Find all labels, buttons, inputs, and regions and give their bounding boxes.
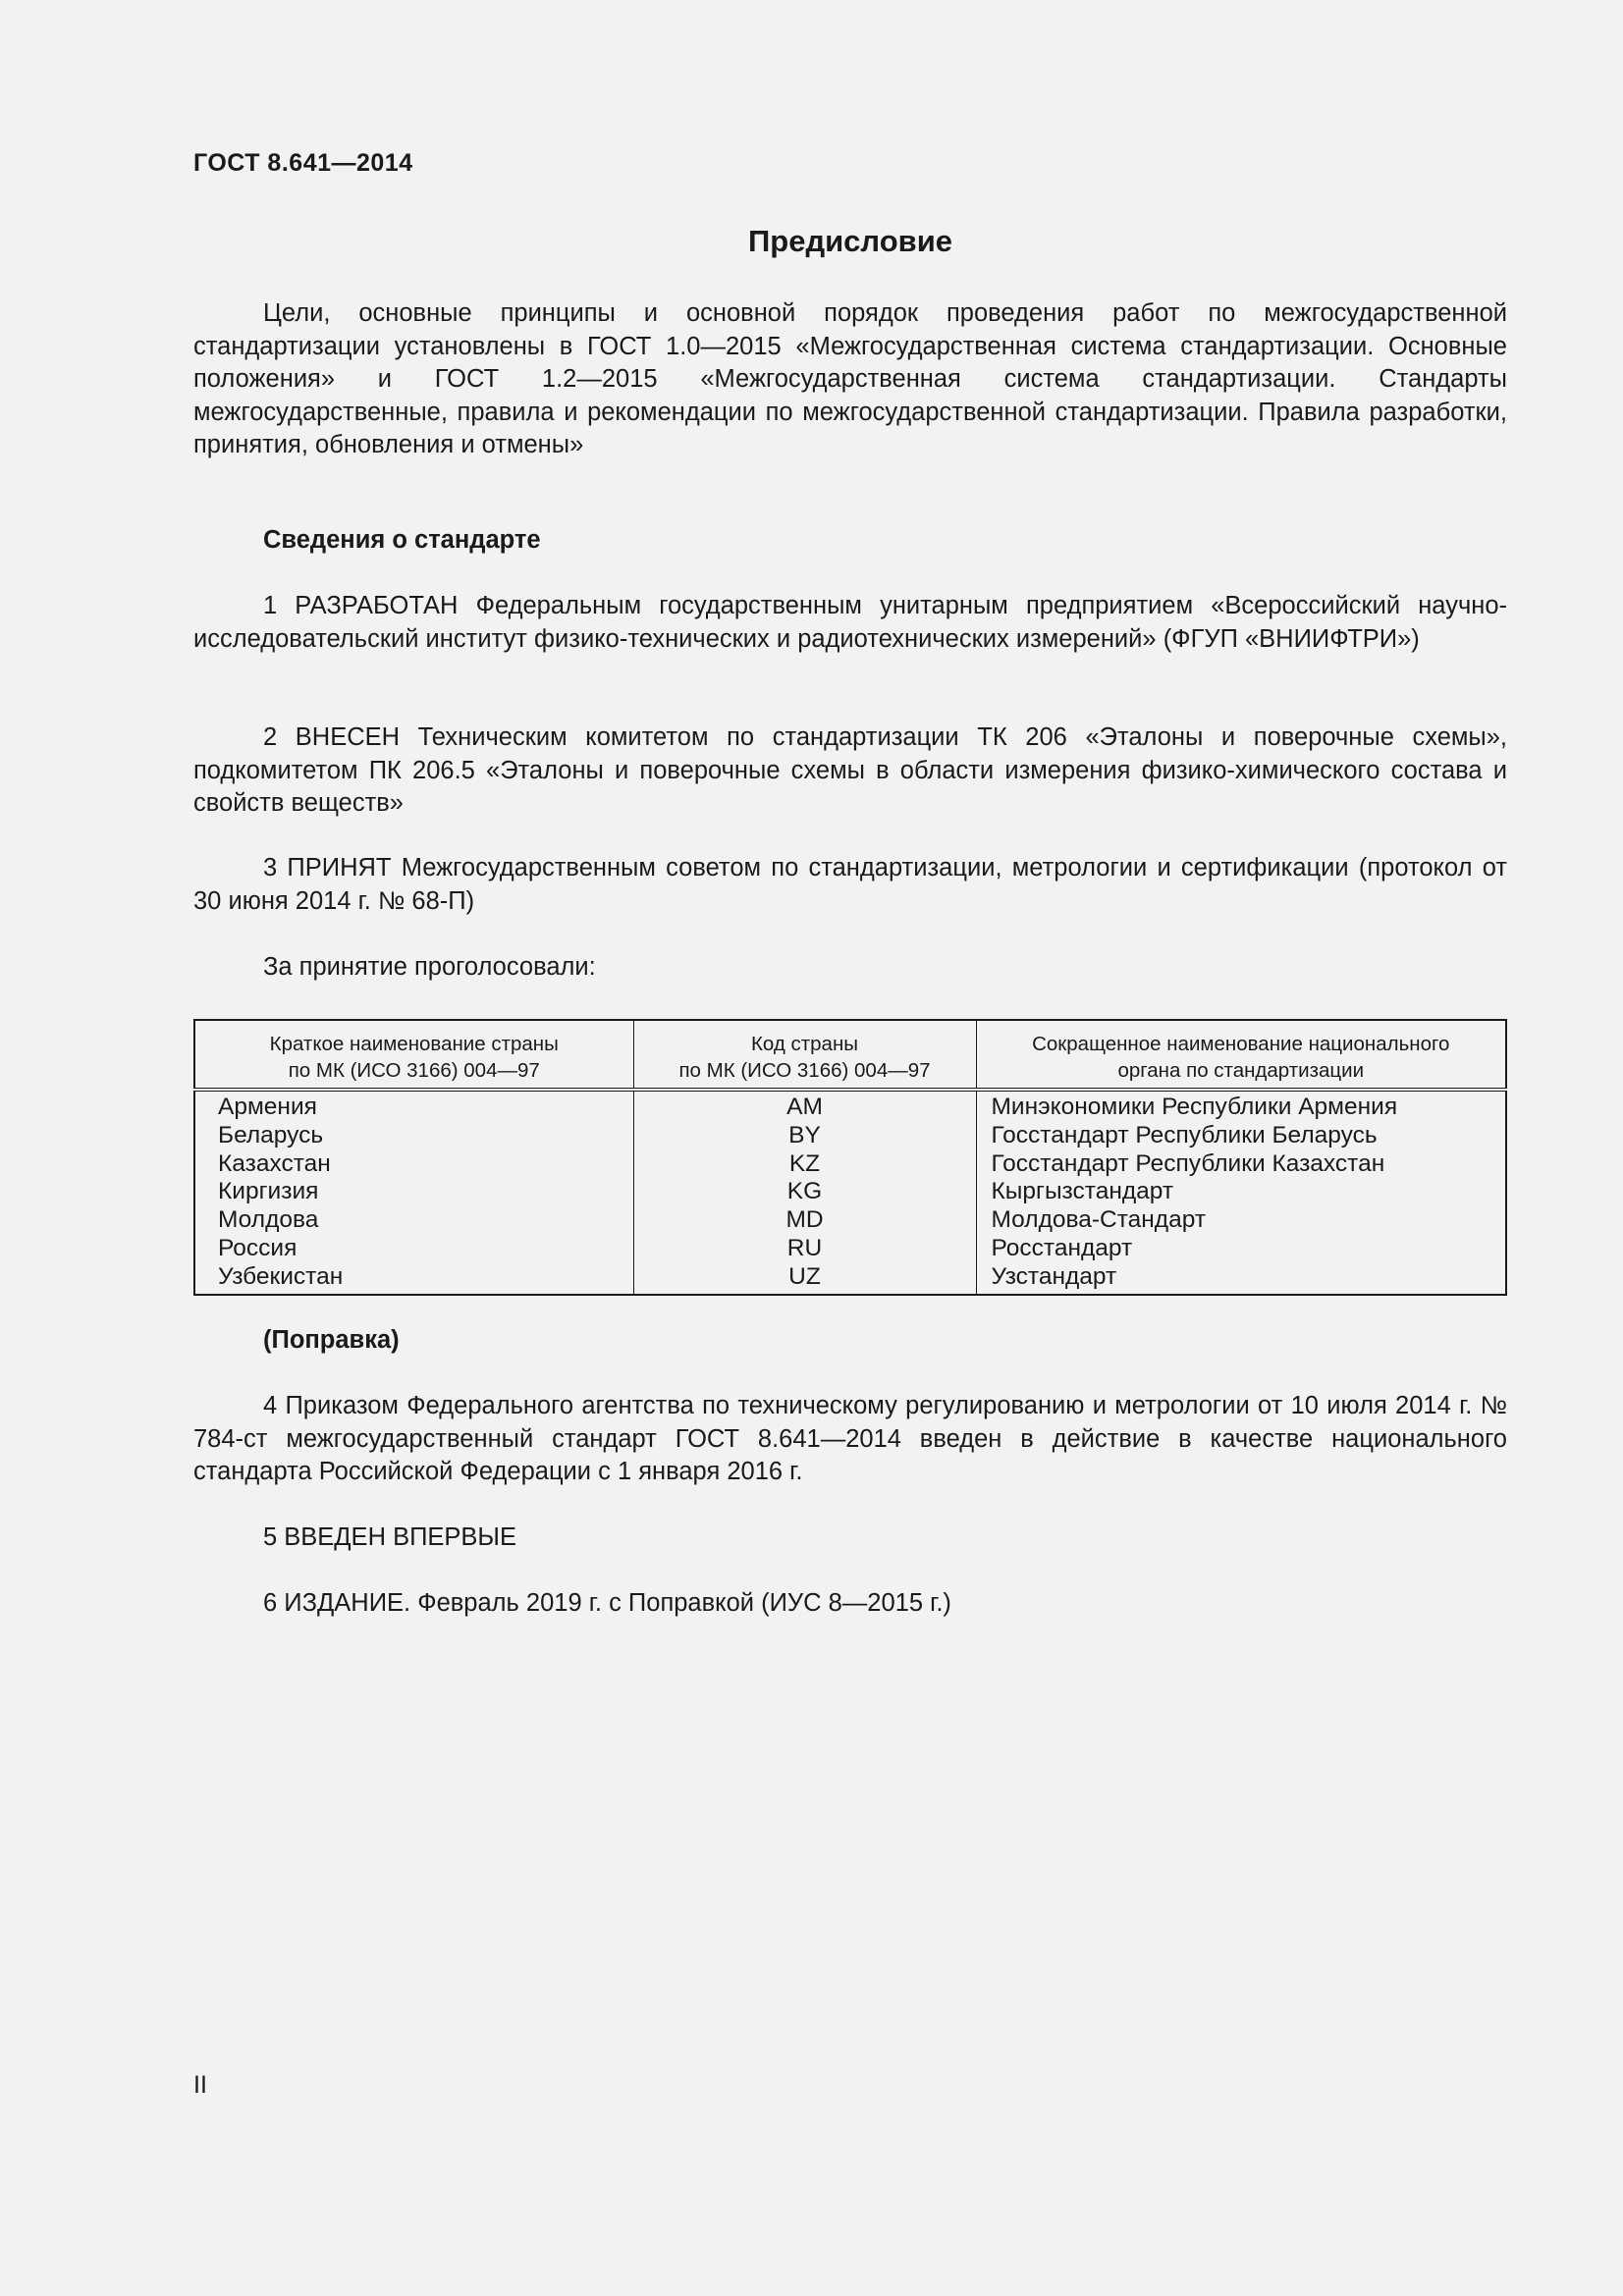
header-standards-body: Сокращенное наименование национального органа по стандартизации (976, 1020, 1506, 1090)
item-first-introduced: 5 ВВЕДЕН ВПЕРВЫЕ (263, 1523, 517, 1551)
table-row (194, 1122, 1506, 1150)
table-row (194, 1235, 1506, 1263)
country-cell: Армения (194, 1090, 633, 1122)
table-row (194, 1150, 1506, 1179)
body-cell: Росстандарт (976, 1235, 1506, 1263)
body-cell: Госстандарт Республики Казахстан (976, 1150, 1506, 1179)
item-developed: 1 РАЗРАБОТАН Федеральным государственным унитарным предприятием «Всероссийский научно-исследовательский институт физико-технических и радиотехнических измерений» (ФГУП «ВНИИФТРИ») (193, 592, 1507, 653)
code-cell: RU (633, 1235, 976, 1263)
body-cell: Узстандарт (976, 1263, 1506, 1295)
body-cell: Минэкономики Республики Армения (976, 1090, 1506, 1122)
table-row (194, 1263, 1506, 1295)
body-cell: Кыргызстандарт (976, 1178, 1506, 1206)
table-row (194, 1178, 1506, 1206)
header-country-code: Код страны по МК (ИСО 3166) 004—97 (633, 1020, 976, 1090)
item-edition: 6 ИЗДАНИЕ. Февраль 2019 г. с Поправкой (ИУС 8—2015 г.) (263, 1589, 951, 1617)
page-number: II (193, 2071, 207, 2099)
country-cell: Беларусь (194, 1122, 633, 1150)
country-cell: Молдова (194, 1206, 633, 1235)
country-cell: Казахстан (194, 1150, 633, 1179)
standard-code-header: ГОСТ 8.641—2014 (193, 149, 413, 177)
section-heading: Сведения о стандарте (263, 526, 541, 554)
code-cell: KZ (633, 1150, 976, 1179)
code-cell: MD (633, 1206, 976, 1235)
amendment-label: (Поправка) (263, 1326, 400, 1354)
page-title: Предисловие (747, 224, 952, 258)
body-cell: Госстандарт Республики Беларусь (976, 1122, 1506, 1150)
body-cell: Молдова-Стандарт (976, 1206, 1506, 1235)
intro-paragraph: Цели, основные принципы и основной порядок проведения работ по межгосударственной стандартизации установлены в ГОСТ 1.0—2015 «Межгосударственная система стандартизации. Основные положения» и ГОСТ 1.2—2015 «Межгосударственная система стандартизации. Стандарты межгосударственные, правила и рекомендации по межгосударственной стандартизации. Правила разработки, принятия, обновления и отмены» (193, 299, 1507, 458)
item-enacted: 4 Приказом Федерального агентства по техническому регулированию и метрологии от 10 июля 2014 г. № 784-ст межгосударственный стандарт ГОСТ 8.641—2014 введен в действие в качестве национального стандарта Российской Федерации с 1 января 2016 г. (193, 1392, 1507, 1485)
table-row (194, 1090, 1506, 1122)
voted-label: За принятие проголосовали: (263, 953, 596, 981)
table-row (194, 1206, 1506, 1235)
country-cell: Узбекистан (194, 1263, 633, 1295)
code-cell: AM (633, 1090, 976, 1122)
header-country-name: Краткое наименование страны по МК (ИСО 3166) 004—97 (194, 1020, 633, 1090)
country-cell: Россия (194, 1235, 633, 1263)
voting-countries-table (193, 1019, 1507, 1296)
country-cell: Киргизия (194, 1178, 633, 1206)
table-header-row (194, 1020, 1506, 1090)
code-cell: BY (633, 1122, 976, 1150)
code-cell: UZ (633, 1263, 976, 1295)
code-cell: KG (633, 1178, 976, 1206)
item-adopted: 3 ПРИНЯТ Межгосударственным советом по стандартизации, метрологии и сертификации (протокол от 30 июня 2014 г. № 68-П) (193, 854, 1507, 915)
item-introduced: 2 ВНЕСЕН Техническим комитетом по стандартизации ТК 206 «Эталоны и поверочные схемы», подкомитетом ПК 206.5 «Эталоны и поверочные схемы в области измерения физико-химического состава и свойств веществ» (193, 723, 1507, 817)
